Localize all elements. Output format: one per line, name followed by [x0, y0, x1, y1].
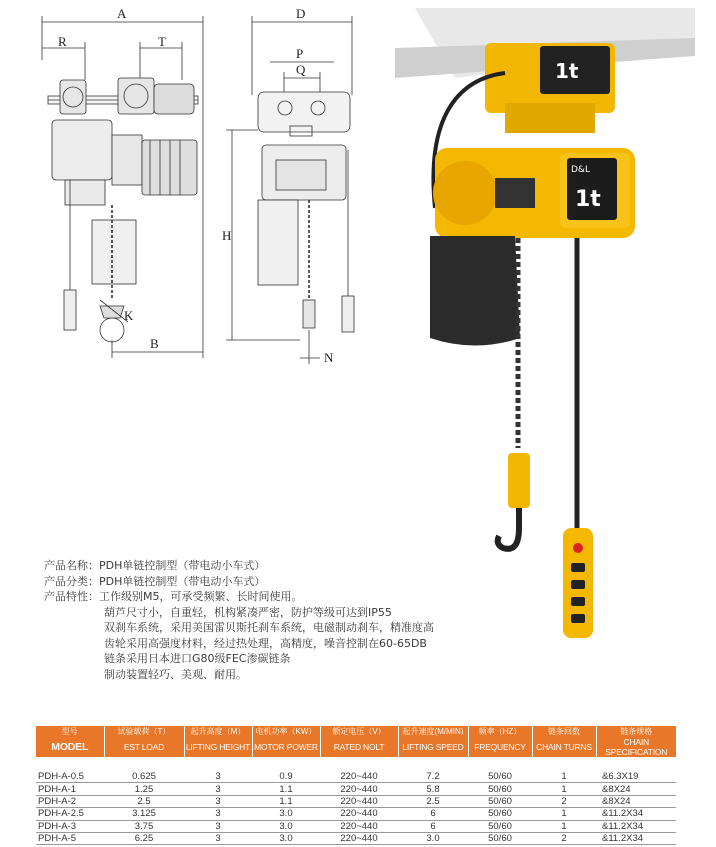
table-cell: PDH-A-5	[36, 832, 104, 844]
header-cell: EST LOAD	[104, 737, 184, 757]
table-cell: 0.625	[104, 771, 184, 783]
table-cell: &11.2X34	[596, 820, 676, 832]
header-cell: LIFTING SPEED	[398, 737, 468, 757]
table-cell: 3	[184, 771, 252, 783]
table-cell: 6.25	[104, 832, 184, 844]
dim-label-h: H	[222, 228, 232, 243]
feature-line: 葫芦尺寸小，自重轻，机构紧凑严密，防护等级可达到IP55	[104, 605, 392, 619]
product-name-label: 产品名称：	[44, 559, 99, 572]
table-cell: 50/60	[468, 820, 532, 832]
table-cell: 220~440	[320, 832, 398, 844]
product-name-value: PDH单链控制型（带电动小车式）	[99, 559, 266, 572]
header-cell: 额定电压（V）	[320, 726, 398, 737]
table-cell: 220~440	[320, 795, 398, 807]
table-row	[36, 783, 676, 795]
table-row	[36, 808, 676, 820]
table-cell: 3	[184, 820, 252, 832]
product-features-row	[44, 589, 434, 605]
table-cell: 220~440	[320, 771, 398, 783]
dim-label-q: Q	[296, 62, 306, 77]
product-description	[44, 558, 434, 682]
header-cell: CHAIN TURNS	[532, 737, 596, 757]
header-cell: RATED NOLT	[320, 737, 398, 757]
header-cell: LIFTING HEIGHT	[184, 737, 252, 757]
table-cell: 6	[398, 808, 468, 820]
table-cell: PDH-A-0.5	[36, 771, 104, 783]
product-category-value: PDH单链控制型（带电动小车式）	[99, 574, 266, 588]
table-cell: 50/60	[468, 783, 532, 795]
table-cell: 3.0	[252, 832, 320, 844]
table-cell: 3	[184, 808, 252, 820]
dim-label-p: P	[296, 46, 304, 61]
feature-line: 制动装置轻巧、美观、耐用。	[104, 667, 247, 681]
table-header-en	[36, 737, 676, 757]
table-header-cn	[36, 726, 676, 737]
table-cell: 2.5	[398, 795, 468, 807]
hoist-brand-label: D&L	[571, 165, 590, 175]
product-name-row	[44, 558, 434, 574]
table-cell: 3	[184, 832, 252, 844]
table-cell: 7.2	[398, 771, 468, 783]
product-category-label: 产品分类：	[44, 574, 99, 588]
header-cell: 链条规格	[596, 726, 676, 737]
header-cell: 电机功率（KW）	[252, 726, 320, 737]
table-cell: 5.8	[398, 783, 468, 795]
table-row	[36, 832, 676, 844]
table-cell: 220~440	[320, 808, 398, 820]
header-cell: 试验载荷（T）	[104, 726, 184, 737]
dim-label-k: K	[124, 308, 134, 323]
table-cell: &11.2X34	[596, 832, 676, 844]
dimension-drawings	[0, 0, 395, 372]
hoist-capacity-plate: 1t	[575, 187, 601, 212]
header-cell: 起升高度（M）	[184, 726, 252, 737]
table-cell: &6.3X19	[596, 771, 676, 783]
dim-label-b: B	[150, 336, 159, 351]
table-cell: 3.0	[252, 820, 320, 832]
table-row	[36, 795, 676, 807]
header-cell: 链条回数	[532, 726, 596, 737]
table-cell: &11.2X34	[596, 808, 676, 820]
table-cell: 1	[532, 771, 596, 783]
product-photo	[395, 8, 695, 648]
table-cell: 50/60	[468, 771, 532, 783]
table-cell: 1	[532, 820, 596, 832]
table-cell: 50/60	[468, 795, 532, 807]
product-features-label: 产品特性：	[44, 590, 99, 603]
table-row	[36, 820, 676, 832]
table-cell: 2	[532, 832, 596, 844]
header-cell: 频率（HZ）	[468, 726, 532, 737]
trolley-capacity-plate: 1t	[555, 59, 579, 83]
feature-line: 链条采用日本进口G80级FEC渗碳链条	[104, 652, 291, 665]
table-cell: 50/60	[468, 808, 532, 820]
table-cell: 3.75	[104, 820, 184, 832]
table-cell: 220~440	[320, 783, 398, 795]
table-row	[36, 771, 676, 783]
dim-label-n: N	[324, 350, 334, 365]
table-cell: 50/60	[468, 832, 532, 844]
table-cell: 1	[532, 808, 596, 820]
product-category-row	[44, 574, 434, 590]
table-cell: 3.0	[252, 808, 320, 820]
table-cell: 220~440	[320, 820, 398, 832]
table-cell: &8X24	[596, 795, 676, 807]
dim-label-t: T	[158, 34, 166, 49]
table-cell: 1.25	[104, 783, 184, 795]
table-cell: 1.1	[252, 783, 320, 795]
header-cell: MODEL	[36, 737, 104, 757]
header-cell: 型号	[36, 726, 104, 737]
dim-label-r: R	[58, 34, 67, 49]
table-cell: PDH-A-3	[36, 820, 104, 832]
feature-line: 齿轮采用高强度材料，经过热处理，高精度，噪音控制在60-65DB	[104, 636, 427, 650]
table-cell: 2.5	[104, 795, 184, 807]
header-cell: MOTOR POWER	[252, 737, 320, 757]
table-cell: 1	[532, 783, 596, 795]
table-cell: PDH-A-2	[36, 795, 104, 807]
spec-table	[36, 726, 676, 845]
table-cell: &8X24	[596, 783, 676, 795]
header-cell: 起升速度(M/MIN)	[398, 726, 468, 737]
dim-label-d: D	[296, 6, 306, 21]
header-cell: FREQUENCY	[468, 737, 532, 757]
table-cell: PDH-A-2.5	[36, 808, 104, 820]
table-cell: 0.9	[252, 771, 320, 783]
table-cell: 2	[532, 795, 596, 807]
table-cell: 3	[184, 783, 252, 795]
table-cell: PDH-A-1	[36, 783, 104, 795]
dim-label-a: A	[117, 6, 127, 21]
product-features-line: 工作级别M5，可承受频繁、长时间使用。	[99, 590, 303, 603]
table-cell: 1.1	[252, 795, 320, 807]
table-cell: 3.125	[104, 808, 184, 820]
feature-line: 双刹车系统，采用美国雷贝斯托刹车系统，电磁制动刹车，精准度高	[104, 621, 434, 634]
header-cell: CHAIN SPECIFICATION	[596, 737, 676, 757]
table-cell: 3	[184, 795, 252, 807]
table-cell: 3.0	[398, 832, 468, 844]
table-cell: 6	[398, 820, 468, 832]
